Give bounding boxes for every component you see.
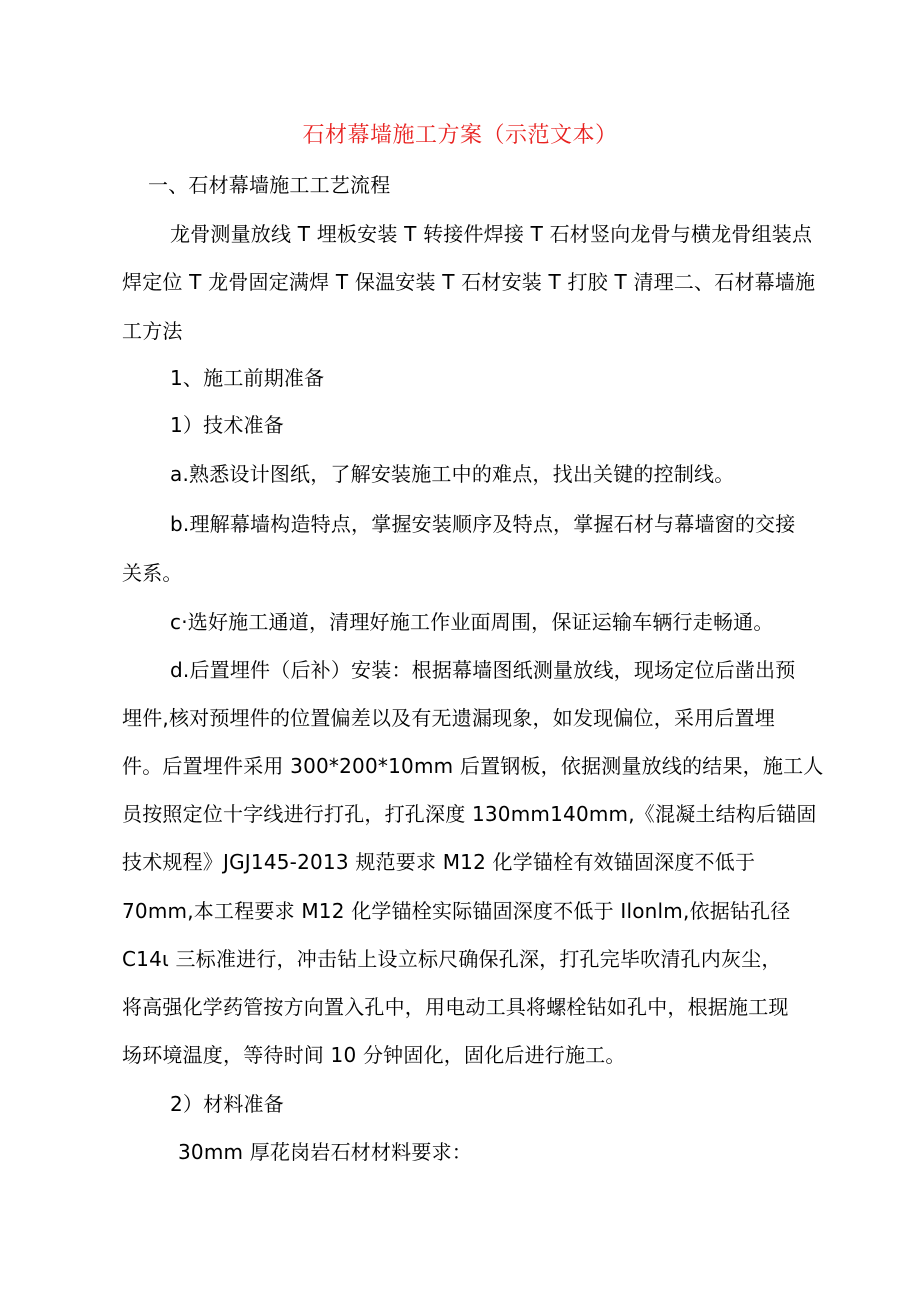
paragraph-line: 场环境温度，等待时间 10 分钟固化，固化后进行施工。 bbox=[122, 1043, 626, 1067]
subsection-heading: 1）技术准备 bbox=[170, 413, 284, 437]
process-line: 龙骨测量放线 T 埋板安装 T 转接件焊接 T 石材竖向龙骨与横龙骨组装点 bbox=[170, 222, 813, 246]
paragraph-line: C14ι 三标准进行，冲击钻上设立标尺确保孔深，打孔完毕吹清孔内灰尘， bbox=[122, 947, 782, 971]
paragraph-line: 将高强化学药管按方向置入孔中，用电动工具将螺栓钻如孔中，根据施工现 bbox=[122, 995, 789, 1019]
subsection-heading: 1、施工前期准备 bbox=[170, 366, 325, 390]
paragraph-line: 技术规程》JGJ145-2013 规范要求 M12 化学锚栓有效锚固深度不低于 bbox=[122, 850, 756, 874]
paragraph-line: 员按照定位十字线进行打孔，打孔深度 130mm140mm,《混凝土结构后锚固 bbox=[122, 802, 817, 826]
paragraph-line: 埋件,核对预埋件的位置偏差以及有无遗漏现象，如发现偏位，采用后置埋 bbox=[122, 706, 775, 730]
paragraph-line: c·选好施工通道，清理好施工作业面周围，保证运输车辆行走畅通。 bbox=[170, 610, 774, 634]
paragraph-line: 30mm 厚花岗岩石材材料要求： bbox=[178, 1140, 472, 1164]
paragraph-line: d.后置埋件（后补）安装：根据幕墙图纸测量放线，现场定位后凿出预 bbox=[170, 658, 796, 682]
subsection-heading: 2）材料准备 bbox=[170, 1092, 284, 1116]
process-line: 焊定位 T 龙骨固定满焊 T 保温安装 T 石材安装 T 打胶 T 清理二、石材幕墙施 bbox=[122, 270, 816, 294]
paragraph-line: 件。后置埋件采用 300*200*10mm 后置钢板，依据测量放线的结果，施工人 bbox=[122, 754, 824, 778]
paragraph-line: b.理解幕墙构造特点，掌握安装顺序及特点，掌握石材与幕墙窗的交接 bbox=[170, 512, 796, 536]
paragraph-line: 70mm,本工程要求 M12 化学锚栓实际锚固深度不低于 Ilonlm,依据钻孔径 bbox=[122, 899, 791, 923]
paragraph-line: 关系。 bbox=[122, 561, 183, 585]
document-title: 石材幕墙施工方案（示范文本） bbox=[302, 123, 618, 148]
paragraph-line: a.熟悉设计图纸，了解安装施工中的难点，找出关键的控制线。 bbox=[170, 462, 735, 486]
process-line: 工方法 bbox=[122, 319, 183, 343]
section-heading: 一、石材幕墙施工工艺流程 bbox=[148, 173, 391, 197]
